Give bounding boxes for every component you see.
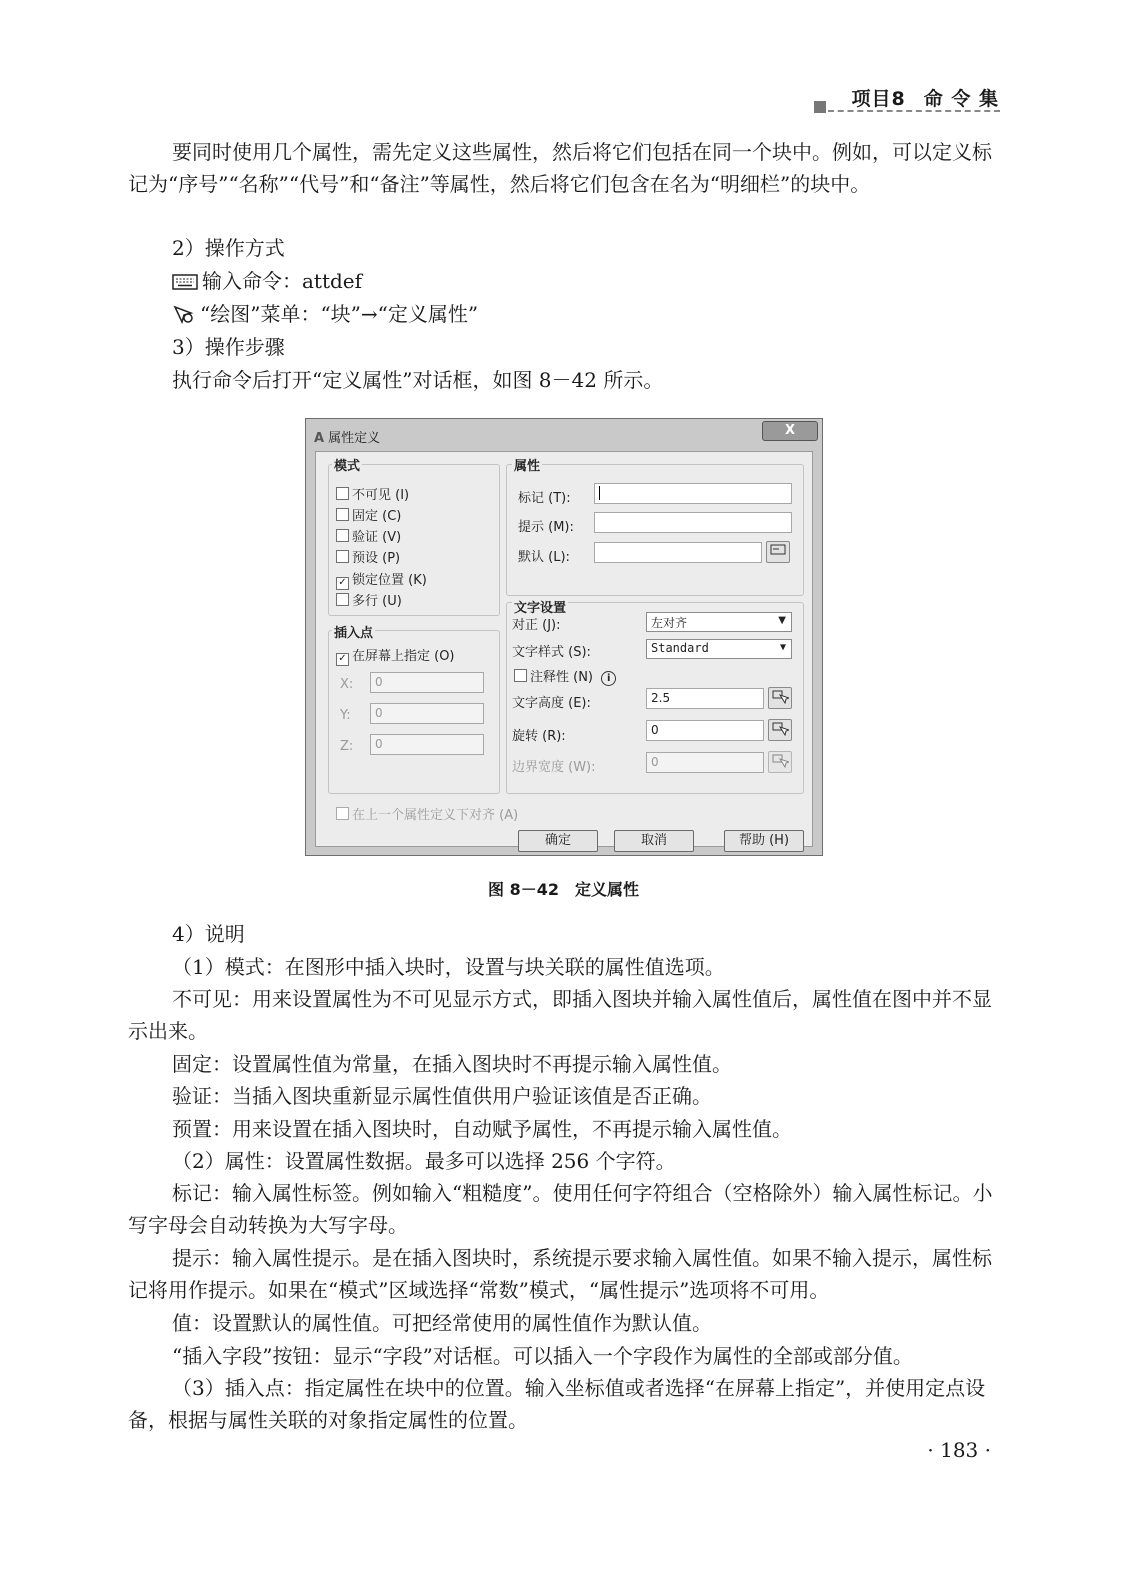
checkbox-box[interactable] (336, 550, 349, 563)
checkbox-verify[interactable] (336, 526, 401, 545)
op-cmd-prefix: 输入命令： (202, 269, 302, 293)
checkbox-box[interactable] (514, 669, 527, 682)
op-title: 2）操作方式 (172, 236, 285, 260)
default-label: 默认 (L): (518, 550, 570, 565)
running-header (852, 84, 999, 111)
checkbox-invisible[interactable] (336, 484, 409, 503)
autocad-icon: A (314, 431, 325, 446)
mode-group-title: 模式 (332, 455, 362, 474)
x-input[interactable]: 0 (370, 672, 484, 693)
default-input[interactable] (594, 542, 762, 563)
dialog-titlebar (314, 427, 380, 447)
notes-title: 4）说明 (172, 922, 245, 946)
checkbox-label: 预设 (P) (352, 551, 401, 566)
chevron-down-icon: ▼ (778, 615, 786, 626)
checkbox-label: 注释性 (N) (530, 670, 594, 685)
keyboard-icon (172, 273, 198, 291)
mouse-pointer-icon (172, 304, 196, 324)
pick-point-icon (771, 720, 789, 736)
checkbox-box[interactable] (336, 487, 349, 500)
op-menu-line (172, 298, 478, 330)
text-style-value: Standard (651, 641, 709, 655)
pick-point-icon (771, 688, 789, 704)
note-insert-field: “插入字段”按钮：显示“字段”对话框。可以插入一个字段作为属性的全部或部分值。 (172, 1344, 913, 1368)
note-preset: 预置：用来设置在插入图块时，自动赋予属性，不再提示输入属性值。 (172, 1117, 792, 1141)
prompt-label: 提示 (M): (518, 520, 574, 535)
attribute-definition-dialog (305, 418, 823, 856)
insertion-point-title: 插入点 (332, 622, 375, 641)
pick-rotation-button[interactable] (768, 719, 792, 741)
op-cmd: attdef (302, 269, 363, 293)
header-project: 项目8 (851, 88, 906, 110)
text-cursor (599, 486, 600, 500)
checkbox-label: 固定 (C) (352, 509, 402, 524)
checkbox-box[interactable]: ✓ (336, 653, 349, 666)
checkbox-label: 锁定位置 (K) (352, 573, 427, 588)
checkbox-box[interactable]: ✓ (336, 577, 349, 590)
insert-field-icon (769, 542, 787, 556)
checkbox-preset[interactable] (336, 547, 400, 566)
y-input[interactable]: 0 (370, 703, 484, 724)
note-invisible: 不可见：用来设置属性为不可见显示方式，即插入图块并输入属性值后，属性值在图中并不显示出来。 (128, 987, 992, 1043)
figure-caption: 图 8－42 定义属性 (488, 880, 639, 899)
y-label: Y: (340, 708, 351, 723)
chevron-down-icon: ▼ (779, 642, 786, 653)
justify-dropdown[interactable] (646, 612, 792, 632)
help-button[interactable]: 帮助 (H) (724, 830, 804, 852)
checkbox-label: 验证 (V) (352, 530, 402, 545)
boundary-width-input[interactable]: 0 (646, 752, 764, 773)
text-style-label: 文字样式 (S): (512, 645, 591, 660)
pick-height-button[interactable] (768, 687, 792, 709)
checkbox-box[interactable] (336, 807, 349, 820)
justify-label: 对正 (J): (512, 618, 561, 633)
text-height-input[interactable]: 2.5 (646, 688, 764, 709)
z-label: Z: (340, 739, 354, 754)
dialog-title: 属性定义 (328, 431, 381, 446)
checkbox-box[interactable] (336, 529, 349, 542)
x-label: X: (340, 677, 354, 692)
header-rule (828, 110, 1000, 112)
note-attribute: （2）属性：设置属性数据。最多可以选择 256 个字符。 (172, 1149, 676, 1173)
tag-label: 标记 (T): (518, 491, 571, 506)
ok-button[interactable]: 确定 (518, 830, 598, 852)
text-settings-title: 文字设置 (512, 597, 568, 616)
checkbox-label: 在上一个属性定义下对齐 (A) (352, 808, 519, 823)
z-input[interactable]: 0 (370, 734, 484, 755)
note-mode: （1）模式：在图形中插入块时，设置与块关联的属性值选项。 (172, 955, 725, 979)
note-prompt: 提示：输入属性提示。是在插入图块时，系统提示要求输入属性值。如果不输入提示，属性标记将用作提示。如果在“模式”区域选择“常数”模式，“属性提示”选项将不可用。 (128, 1246, 992, 1302)
checkbox-multiline[interactable] (336, 590, 402, 609)
justify-value: 左对齐 (651, 616, 688, 630)
op-menu: “绘图”菜单：“块”→“定义属性” (200, 302, 479, 326)
header-marker (814, 101, 826, 113)
close-button[interactable]: X (762, 421, 818, 441)
checkbox-annotative[interactable] (514, 666, 616, 686)
note-verify: 验证：当插入图块重新显示属性值供用户验证该值是否正确。 (172, 1084, 712, 1108)
cancel-button[interactable]: 取消 (614, 830, 694, 852)
checkbox-constant[interactable] (336, 505, 401, 524)
checkbox-lock-position[interactable] (336, 569, 427, 590)
info-icon[interactable]: i (601, 671, 616, 686)
pick-width-button[interactable] (768, 751, 792, 773)
text-style-dropdown[interactable] (646, 639, 792, 659)
note-tag: 标记：输入属性标签。例如输入“粗糙度”。使用任何字符组合（空格除外）输入属性标记。小写字母会自动转换为大写字母。 (128, 1181, 993, 1237)
note-constant: 固定：设置属性值为常量，在插入图块时不再提示输入属性值。 (172, 1052, 732, 1076)
checkbox-box[interactable] (336, 593, 349, 606)
steps-title: 3）操作步骤 (172, 335, 285, 359)
page-number: · 183 · (927, 1438, 991, 1462)
tag-input[interactable] (594, 483, 792, 504)
checkbox-label: 在屏幕上指定 (O) (352, 649, 455, 664)
op-cmd-line (172, 265, 362, 297)
intro-paragraph: 要同时使用几个属性，需先定义这些属性，然后将它们包括在同一个块中。例如，可以定义标记为“序号”“名称”“代号”和“备注”等属性，然后将它们包含在名为“明细栏”的块中。 (128, 140, 992, 196)
checkbox-align-below[interactable] (336, 804, 518, 823)
rotation-input[interactable]: 0 (646, 720, 764, 741)
checkbox-label: 多行 (U) (352, 594, 402, 609)
checkbox-specify-on-screen[interactable] (336, 645, 455, 666)
insert-field-button[interactable] (766, 541, 790, 563)
dialog-body (315, 451, 813, 847)
boundary-width-label: 边界宽度 (W): (512, 760, 596, 775)
header-title: 命 令 集 (923, 88, 999, 110)
checkbox-box[interactable] (336, 508, 349, 521)
note-value: 值：设置默认的属性值。可把经常使用的属性值作为默认值。 (172, 1311, 712, 1335)
steps-text: 执行命令后打开“定义属性”对话框，如图 8－42 所示。 (172, 368, 664, 392)
text-height-label: 文字高度 (E): (512, 696, 591, 711)
pick-point-icon (771, 752, 789, 768)
attribute-group-title: 属性 (512, 455, 542, 474)
rotation-label: 旋转 (R): (512, 729, 566, 744)
note-insertion-point: （3）插入点：指定属性在块中的位置。输入坐标值或者选择“在屏幕上指定”，并使用定点设备，根据与属性关联的对象指定属性的位置。 (128, 1376, 986, 1432)
prompt-input[interactable] (594, 512, 792, 533)
checkbox-label: 不可见 (I) (352, 488, 410, 503)
